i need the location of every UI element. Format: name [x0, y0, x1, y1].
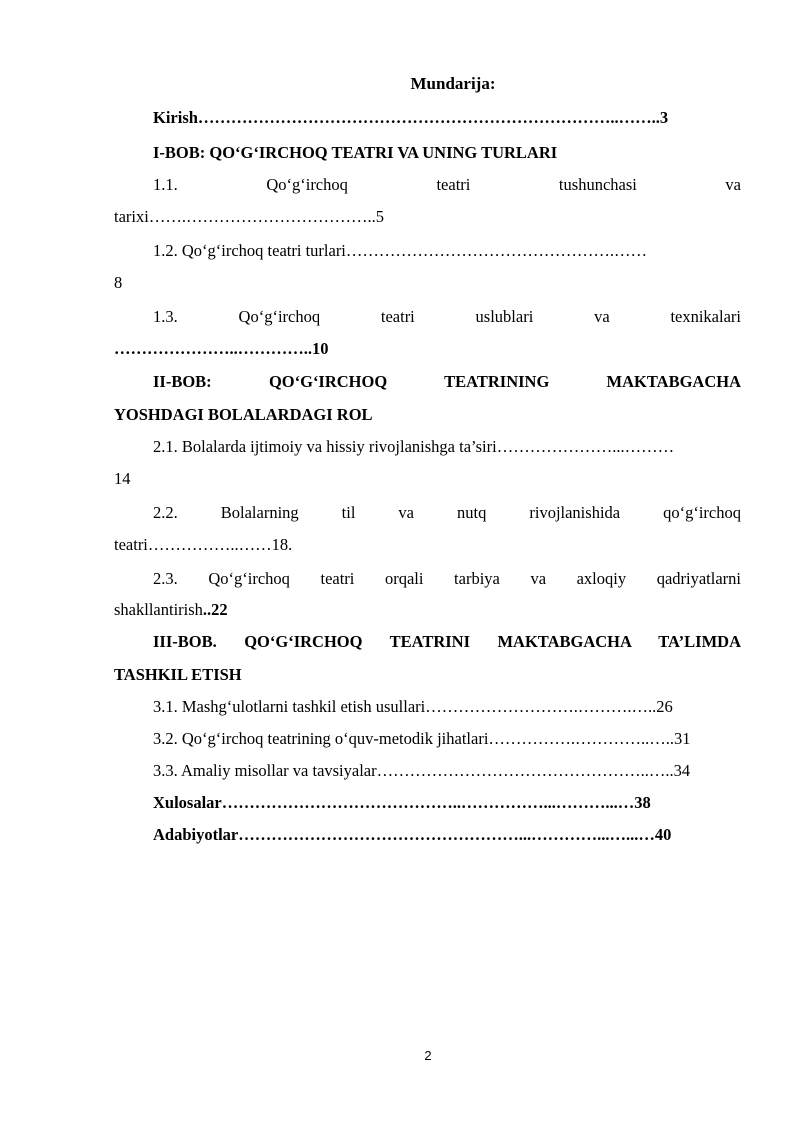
toc-entry-1-2[interactable]: 1.2. Qo‘g‘irchoq teatri turlari………………………………………….……: [153, 241, 648, 260]
toc-chapter-1-heading[interactable]: I-BOB: QO‘G‘IRCHOQ TEATRI VA UNING TURLARI: [153, 143, 558, 162]
toc-entry-2-3-cont[interactable]: [114, 600, 228, 620]
toc-chapter-2-heading[interactable]: II-BOB: QO‘G‘IRCHOQ TEATRINING MAKTABGACHA: [153, 372, 741, 391]
toc-entry-3-1[interactable]: 3.1. Mashg‘ulotlarni tashkil etish usullari……………………….……….…..26: [153, 697, 673, 716]
toc-entry-2-1[interactable]: 2.1. Bolalarda ijtimoiy va hissiy rivojlanishga ta’siri…………………...………: [153, 437, 675, 456]
page-number: 2: [424, 1048, 432, 1063]
toc-entry-1-3-cont[interactable]: …………………..…………..10: [114, 339, 329, 358]
toc-entry-3-3[interactable]: 3.3. Amaliy misollar va tavsiyalar…………………………………………..…..34: [153, 761, 691, 780]
toc-entry-1-2-page: 8: [114, 273, 123, 292]
toc-title: Mundarija:: [410, 74, 496, 93]
toc-entry-1-3[interactable]: 1.3. Qo‘g‘irchoq teatri uslublari va texnikalari: [153, 307, 741, 326]
toc-entry-2-3-cont-text: shakllantirish: [114, 600, 203, 619]
toc-entry-1-1[interactable]: 1.1. Qo‘g‘irchoq teatri tushunchasi va: [153, 175, 741, 194]
toc-entry-2-1-page: 14: [114, 469, 131, 488]
toc-entry-3-2[interactable]: 3.2. Qo‘g‘irchoq teatrining o‘quv-metodik jihatlari…………….…………..…..31: [153, 729, 691, 748]
toc-entry-1-1-cont[interactable]: tarixi…….……………………………..5: [114, 207, 384, 226]
toc-chapter-3-heading[interactable]: III-BOB. QO‘G‘IRCHOQ TEATRINI MAKTABGACHA TA’LIMDA: [153, 632, 741, 651]
toc-entry-kirish[interactable]: Kirish…………………………………………………………………..……..3: [153, 108, 669, 127]
toc-entry-adabiyotlar[interactable]: Adabiyotlar……………………………………………...…………...…...…40: [153, 825, 672, 844]
toc-entry-2-3[interactable]: 2.3. Qo‘g‘irchoq teatri orqali tarbiya va axloqiy qadriyatlarni: [153, 569, 741, 588]
toc-entry-2-2[interactable]: 2.2. Bolalarning til va nutq rivojlanishida qo‘g‘irchoq: [153, 503, 741, 522]
toc-chapter-2-heading-cont[interactable]: YOSHDAGI BOLALARDAGI ROL: [114, 405, 373, 424]
toc-entry-xulosalar[interactable]: Xulosalar……………………………………..……………...………...…38: [153, 793, 651, 812]
toc-entry-2-3-page: ..22: [202, 600, 228, 619]
toc-entry-2-2-cont[interactable]: teatri……………..……18.: [114, 535, 293, 554]
toc-chapter-3-heading-cont[interactable]: TASHKIL ETISH: [114, 665, 242, 684]
